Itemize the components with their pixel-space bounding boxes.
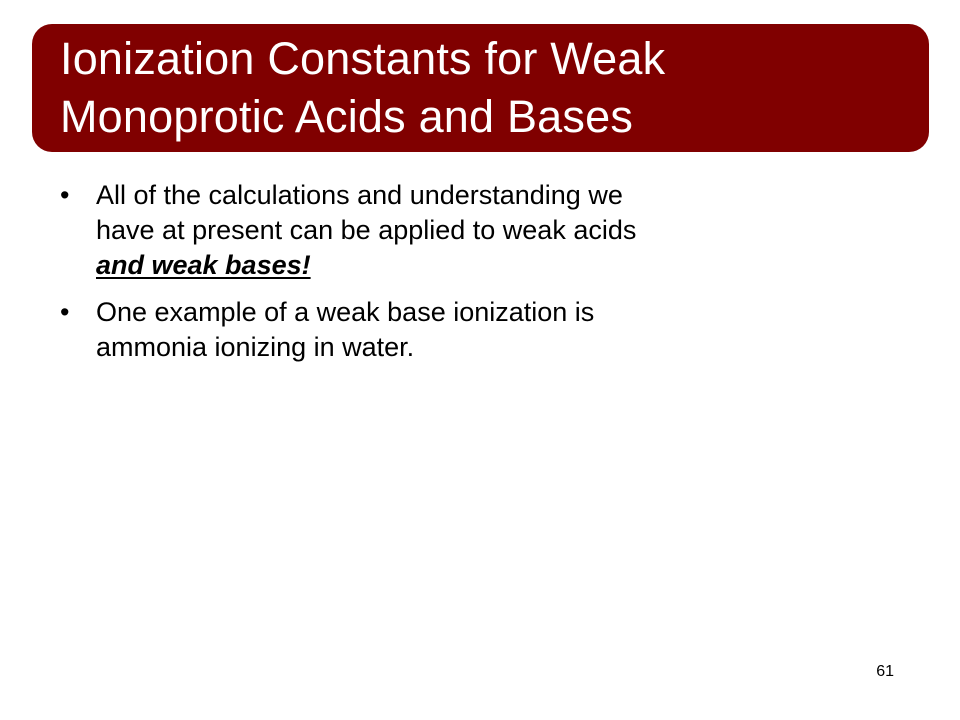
bullet-1-line-2: have at present can be applied to weak acids	[96, 215, 637, 245]
slide-title-line-2: Monoprotic Acids and Bases	[60, 91, 634, 142]
bullet-item-calculations	[60, 178, 850, 283]
bullet-list	[60, 178, 850, 377]
page-number: 61	[876, 663, 894, 680]
bullet-2-line-2: ammonia ionizing in water.	[96, 332, 415, 362]
bullet-marker: •	[60, 297, 70, 327]
bullet-2-line-1: One example of a weak base ionization is	[96, 297, 595, 327]
title-banner	[32, 24, 929, 152]
bullet-1-line-3	[96, 248, 850, 283]
emphasis-weak-bases: and weak bases!	[96, 250, 311, 280]
slide-title	[60, 30, 929, 146]
bullet-1-line-1: All of the calculations and understanding we	[96, 180, 623, 210]
slide-title-line-1: Ionization Constants for Weak	[60, 33, 666, 84]
bullet-marker: •	[60, 180, 70, 210]
bullet-item-ammonia-example	[60, 295, 850, 365]
